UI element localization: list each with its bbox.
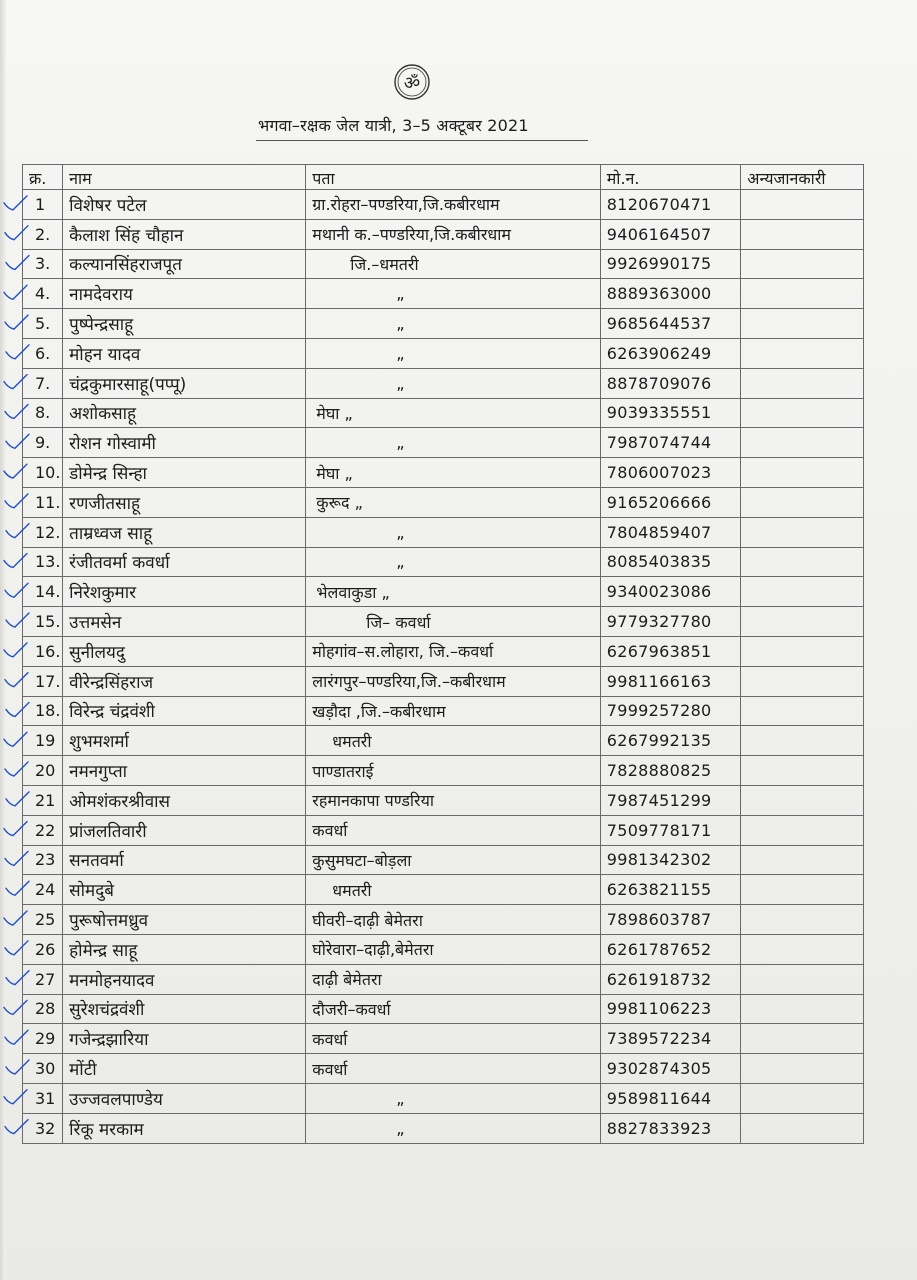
table-header-row xyxy=(23,165,864,190)
address-cell: दौजरी–कवर्धा xyxy=(306,994,600,1024)
address-cell: मेघा „ xyxy=(306,458,600,488)
address-cell: मथानी क.–पण्डरिया,जि.कबीरधाम xyxy=(306,219,600,249)
phone-cell: 9981342302 xyxy=(600,845,741,875)
serial-cell: 1 xyxy=(23,190,63,220)
extra-cell xyxy=(741,279,864,309)
phone-cell: 9589811644 xyxy=(600,1083,741,1113)
serial-cell: 25 xyxy=(23,905,63,935)
phone-cell: 7806007023 xyxy=(600,458,741,488)
phone-cell: 9039335551 xyxy=(600,398,741,428)
serial-cell: 20 xyxy=(23,756,63,786)
om-glyph: ॐ xyxy=(403,73,421,94)
table-row xyxy=(23,696,864,726)
name-cell: प्रांजलतिवारी xyxy=(63,815,306,845)
serial-cell: 18. xyxy=(23,696,63,726)
serial-cell: 31 xyxy=(23,1083,63,1113)
header-name: नाम xyxy=(63,165,306,190)
name-cell: सोमदुबे xyxy=(63,875,306,905)
phone-cell: 9926990175 xyxy=(600,249,741,279)
table-row xyxy=(23,756,864,786)
title-underline xyxy=(256,140,588,141)
table-row xyxy=(23,607,864,637)
extra-cell xyxy=(741,338,864,368)
table-row xyxy=(23,279,864,309)
table-row xyxy=(23,309,864,339)
serial-cell: 26 xyxy=(23,934,63,964)
address-cell: „ xyxy=(306,309,600,339)
extra-cell xyxy=(741,219,864,249)
extra-cell xyxy=(741,517,864,547)
name-cell: शुभमशर्मा xyxy=(63,726,306,756)
phone-cell: 9685644537 xyxy=(600,309,741,339)
phone-cell: 6267992135 xyxy=(600,726,741,756)
phone-cell: 6261918732 xyxy=(600,964,741,994)
table-row xyxy=(23,1083,864,1113)
phone-cell: 7987074744 xyxy=(600,428,741,458)
phone-cell: 8827833923 xyxy=(600,1113,741,1143)
extra-cell xyxy=(741,666,864,696)
extra-cell xyxy=(741,428,864,458)
serial-cell: 6. xyxy=(23,338,63,368)
table-row xyxy=(23,845,864,875)
serial-cell: 10. xyxy=(23,458,63,488)
phone-cell: 9302874305 xyxy=(600,1054,741,1084)
phone-cell: 9981106223 xyxy=(600,994,741,1024)
paper-edge xyxy=(0,0,6,1280)
name-cell: डोमेन्द्र सिन्हा xyxy=(63,458,306,488)
address-cell: „ xyxy=(306,368,600,398)
serial-cell: 8. xyxy=(23,398,63,428)
serial-cell: 21 xyxy=(23,785,63,815)
name-cell: पुरूषोत्तमध्रुव xyxy=(63,905,306,935)
om-icon xyxy=(392,62,432,102)
serial-cell: 16. xyxy=(23,636,63,666)
address-cell: जि– कवर्धा xyxy=(306,607,600,637)
address-cell: भेलवाकुडा „ xyxy=(306,577,600,607)
table-row xyxy=(23,398,864,428)
extra-cell xyxy=(741,756,864,786)
address-cell: „ xyxy=(306,279,600,309)
serial-cell: 5. xyxy=(23,309,63,339)
serial-cell: 27 xyxy=(23,964,63,994)
extra-cell xyxy=(741,785,864,815)
phone-cell: 9406164507 xyxy=(600,219,741,249)
name-cell: सुरेशचंद्रवंशी xyxy=(63,994,306,1024)
phone-cell: 7389572234 xyxy=(600,1024,741,1054)
header-extra: अन्यजानकारी xyxy=(741,165,864,190)
name-cell: पुष्पेन्द्रसाहू xyxy=(63,309,306,339)
name-cell: उज्जवलपाण्डेय xyxy=(63,1083,306,1113)
extra-cell xyxy=(741,458,864,488)
extra-cell xyxy=(741,934,864,964)
name-cell: चंद्रकुमारसाहू(पप्पू) xyxy=(63,368,306,398)
phone-cell: 8120670471 xyxy=(600,190,741,220)
extra-cell xyxy=(741,1113,864,1143)
phone-cell: 9779327780 xyxy=(600,607,741,637)
extra-cell xyxy=(741,309,864,339)
table-row xyxy=(23,726,864,756)
extra-cell xyxy=(741,845,864,875)
phone-cell: 7509778171 xyxy=(600,815,741,845)
phone-cell: 7828880825 xyxy=(600,756,741,786)
address-cell: रहमानकापा पण्डरिया xyxy=(306,785,600,815)
extra-cell xyxy=(741,1083,864,1113)
serial-cell: 17. xyxy=(23,666,63,696)
name-cell: कैलाश सिंह चौहान xyxy=(63,219,306,249)
table-row xyxy=(23,934,864,964)
extra-cell xyxy=(741,994,864,1024)
table-row xyxy=(23,1054,864,1084)
address-cell: कुसुमघटा–बोड़ला xyxy=(306,845,600,875)
table-row xyxy=(23,636,864,666)
name-cell: सनतवर्मा xyxy=(63,845,306,875)
serial-cell: 28 xyxy=(23,994,63,1024)
address-cell: „ xyxy=(306,338,600,368)
serial-cell: 19 xyxy=(23,726,63,756)
serial-cell: 7. xyxy=(23,368,63,398)
name-cell: सुनीलयदु xyxy=(63,636,306,666)
address-cell: ग्रा.रोहरा–पण्डरिया,जि.कबीरधाम xyxy=(306,190,600,220)
phone-cell: 6267963851 xyxy=(600,636,741,666)
table-row xyxy=(23,577,864,607)
phone-cell: 8889363000 xyxy=(600,279,741,309)
extra-cell xyxy=(741,398,864,428)
table-body xyxy=(23,190,864,1144)
address-cell: कवर्धा xyxy=(306,1024,600,1054)
table-row xyxy=(23,428,864,458)
header-serial: क्र. xyxy=(23,165,63,190)
table-row xyxy=(23,666,864,696)
extra-cell xyxy=(741,726,864,756)
extra-cell xyxy=(741,964,864,994)
address-cell: „ xyxy=(306,428,600,458)
serial-cell: 3. xyxy=(23,249,63,279)
table-row xyxy=(23,1024,864,1054)
name-cell: कल्यानसिंहराजपूत xyxy=(63,249,306,279)
name-cell: ओमशंकरश्रीवास xyxy=(63,785,306,815)
phone-cell: 9165206666 xyxy=(600,487,741,517)
phone-cell: 9340023086 xyxy=(600,577,741,607)
serial-cell: 32 xyxy=(23,1113,63,1143)
serial-cell: 29 xyxy=(23,1024,63,1054)
address-cell: कवर्धा xyxy=(306,1054,600,1084)
table-row xyxy=(23,190,864,220)
phone-cell: 6263906249 xyxy=(600,338,741,368)
extra-cell xyxy=(741,1024,864,1054)
name-cell: नामदेवराय xyxy=(63,279,306,309)
extra-cell xyxy=(741,696,864,726)
address-cell: जि.–धमतरी xyxy=(306,249,600,279)
serial-cell: 30 xyxy=(23,1054,63,1084)
serial-cell: 4. xyxy=(23,279,63,309)
phone-cell: 7999257280 xyxy=(600,696,741,726)
phone-cell: 6261787652 xyxy=(600,934,741,964)
name-cell: होमेन्द्र साहू xyxy=(63,934,306,964)
address-cell: मेघा „ xyxy=(306,398,600,428)
phone-cell: 9981166163 xyxy=(600,666,741,696)
header-address: पता xyxy=(306,165,600,190)
name-cell: विशेषर पटेल xyxy=(63,190,306,220)
name-cell: उत्तमसेन xyxy=(63,607,306,637)
serial-cell: 15. xyxy=(23,607,63,637)
table-row xyxy=(23,785,864,815)
name-cell: निरेशकुमार xyxy=(63,577,306,607)
serial-cell: 11. xyxy=(23,487,63,517)
serial-cell: 2. xyxy=(23,219,63,249)
phone-cell: 7804859407 xyxy=(600,517,741,547)
phone-cell: 8085403835 xyxy=(600,547,741,577)
address-cell: पाण्डातराई xyxy=(306,756,600,786)
name-cell: गजेन्द्रझारिया xyxy=(63,1024,306,1054)
extra-cell xyxy=(741,547,864,577)
name-cell: मोंटी xyxy=(63,1054,306,1084)
table-row xyxy=(23,249,864,279)
phone-cell: 7898603787 xyxy=(600,905,741,935)
address-cell: „ xyxy=(306,547,600,577)
serial-cell: 13. xyxy=(23,547,63,577)
table-row xyxy=(23,547,864,577)
table-row xyxy=(23,994,864,1024)
table-row xyxy=(23,875,864,905)
extra-cell xyxy=(741,905,864,935)
extra-cell xyxy=(741,636,864,666)
address-cell: धमतरी xyxy=(306,726,600,756)
address-cell: घीवरी–दाढ़ी बेमेतरा xyxy=(306,905,600,935)
address-cell: लारंगपुर–पण्डरिया,जि.–कबीरधाम xyxy=(306,666,600,696)
name-cell: ताम्रध्वज साहू xyxy=(63,517,306,547)
address-cell: धमतरी xyxy=(306,875,600,905)
address-cell: „ xyxy=(306,1083,600,1113)
extra-cell xyxy=(741,249,864,279)
table-row xyxy=(23,815,864,845)
table-row xyxy=(23,487,864,517)
serial-cell: 24 xyxy=(23,875,63,905)
page-title: भगवा–रक्षक जेल यात्री, 3–5 अक्टूबर 2021 xyxy=(258,116,529,135)
extra-cell xyxy=(741,1054,864,1084)
extra-cell xyxy=(741,368,864,398)
table-row xyxy=(23,517,864,547)
serial-cell: 14. xyxy=(23,577,63,607)
table-row xyxy=(23,368,864,398)
extra-cell xyxy=(741,577,864,607)
extra-cell xyxy=(741,815,864,845)
phone-cell: 8878709076 xyxy=(600,368,741,398)
extra-cell xyxy=(741,190,864,220)
address-cell: घोरेवारा–दाढ़ी,बेमेतरा xyxy=(306,934,600,964)
table-row xyxy=(23,964,864,994)
address-cell: खड़ौदा ,जि.–कबीरधाम xyxy=(306,696,600,726)
extra-cell xyxy=(741,487,864,517)
table-row xyxy=(23,905,864,935)
serial-cell: 9. xyxy=(23,428,63,458)
header-phone: मो.न. xyxy=(600,165,741,190)
name-cell: रोशन गोस्वामी xyxy=(63,428,306,458)
serial-cell: 12. xyxy=(23,517,63,547)
name-cell: रंजीतवर्मा कवर्धा xyxy=(63,547,306,577)
serial-cell: 22 xyxy=(23,815,63,845)
name-cell: मनमोहनयादव xyxy=(63,964,306,994)
table-row xyxy=(23,338,864,368)
phone-cell: 6263821155 xyxy=(600,875,741,905)
name-cell: अशोकसाहू xyxy=(63,398,306,428)
address-cell: मोहगांव–स.लोहारा, जि.–कवर्धा xyxy=(306,636,600,666)
name-cell: मोहन यादव xyxy=(63,338,306,368)
table-row xyxy=(23,1113,864,1143)
table-row xyxy=(23,219,864,249)
name-cell: विरेन्द्र चंद्रवंशी xyxy=(63,696,306,726)
address-cell: „ xyxy=(306,1113,600,1143)
phone-cell: 7987451299 xyxy=(600,785,741,815)
extra-cell xyxy=(741,607,864,637)
name-cell: रणजीतसाहू xyxy=(63,487,306,517)
extra-cell xyxy=(741,875,864,905)
address-cell: कवर्धा xyxy=(306,815,600,845)
table-row xyxy=(23,458,864,488)
jail-travellers-table xyxy=(22,164,864,1144)
address-cell: कुरूद „ xyxy=(306,487,600,517)
serial-cell: 23 xyxy=(23,845,63,875)
name-cell: वीरेन्द्रसिंहराज xyxy=(63,666,306,696)
address-cell: „ xyxy=(306,517,600,547)
name-cell: नमनगुप्ता xyxy=(63,756,306,786)
name-cell: रिंकू मरकाम xyxy=(63,1113,306,1143)
address-cell: दाढ़ी बेमेतरा xyxy=(306,964,600,994)
